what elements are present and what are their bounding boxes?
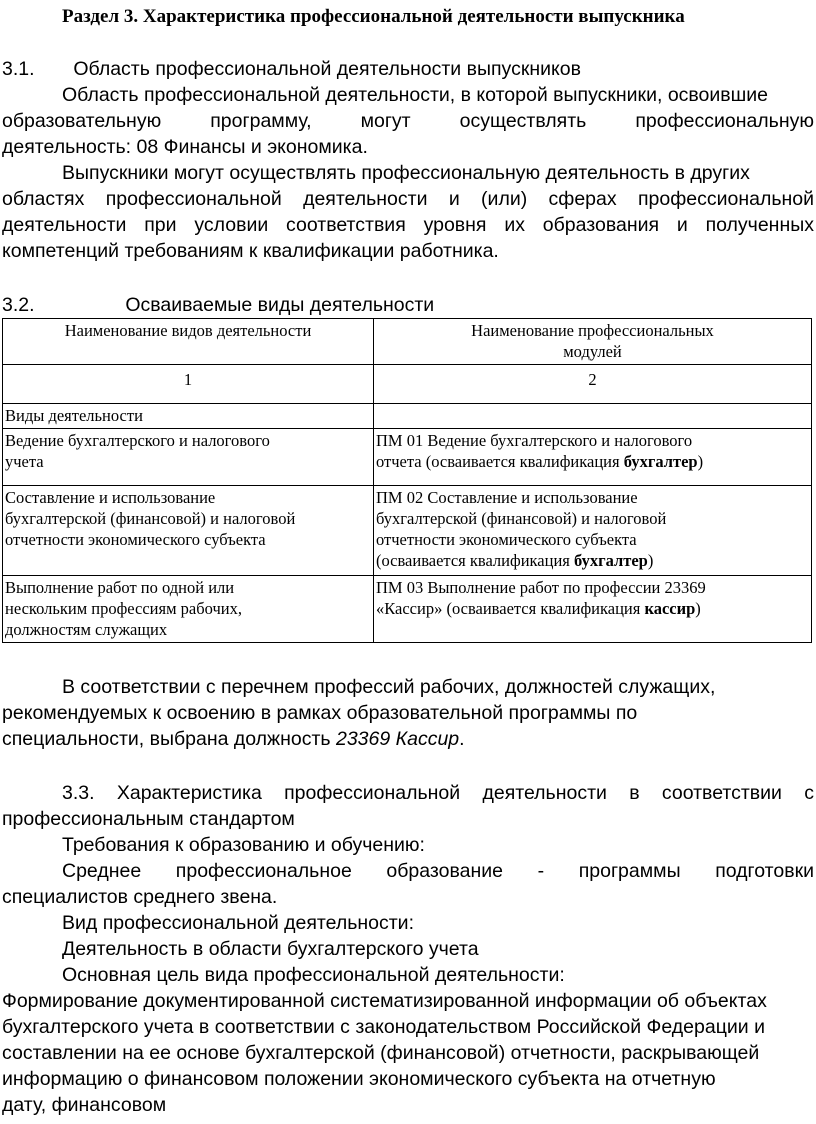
activities-table	[2, 318, 812, 643]
column-number-1: 1	[3, 365, 374, 404]
section-3-2-number: 3.2.	[2, 294, 35, 316]
paragraph-line: деятельность: 08 Финансы и экономика.	[2, 136, 368, 158]
table-row	[3, 576, 812, 643]
table-number-row	[3, 365, 812, 404]
paragraph-line: Среднее профессиональное образование - программы подготовки	[62, 860, 814, 882]
module-cell: ПМ 01 Ведение бухгалтерского и налогового отчета (осваивается квалификация бухгалтер)	[374, 429, 812, 486]
paragraph-line: рекомендуемых к освоению в рамках образовательной программы по	[2, 702, 638, 724]
paragraph-line: информацию о финансовом положении экономического субъекта на отчетную	[2, 1068, 716, 1090]
paragraph-line: Выпускники могут осуществлять профессиональную деятельность в других	[62, 162, 750, 184]
table-header-row	[3, 319, 812, 365]
goal-label: Основная цель вида профессиональной деятельности:	[62, 964, 565, 986]
section-title: Раздел 3. Характеристика профессиональной деятельности выпускника	[62, 6, 685, 27]
paragraph-line: В соответствии с перечнем профессий рабочих, должностей служащих,	[62, 676, 716, 698]
activity-cell: Ведение бухгалтерского и налогового учета	[3, 429, 374, 486]
section-3-2-heading	[2, 292, 434, 318]
paragraph-line: специалистов среднего звена.	[2, 886, 278, 908]
paragraph-line: компетенций требованиям к квалификации работника.	[2, 240, 499, 262]
table-row	[3, 429, 812, 486]
kind-label: Вид профессиональной деятельности:	[62, 912, 414, 934]
paragraph-line: профессиональным стандартом	[2, 808, 295, 830]
section-3-2-title: Осваиваемые виды деятельности	[125, 294, 435, 316]
group-label: Виды деятельности	[3, 404, 374, 429]
position-name: 23369 Кассир	[335, 728, 460, 750]
paragraph-line: дату, финансовом	[2, 1094, 167, 1116]
paragraph-line: Область профессиональной деятельности, в которой выпускники, освоившие	[62, 84, 769, 106]
section-3-1-heading	[2, 56, 581, 82]
paragraph-line: бухгалтерского учета в соответствии с законодательством Российской Федерации и	[2, 1016, 765, 1038]
table-group-row	[3, 404, 812, 429]
module-cell: ПМ 02 Составление и использование бухгалтерской (финансовой) и налоговой отчетности экономического субъекта (осваивается квалификация бухгалтер)	[374, 486, 812, 576]
paragraph-line: областях профессиональной деятельности и (или) сферах профессиональной	[2, 188, 814, 210]
paragraph-line: образовательную программу, могут осуществлять профессиональную	[2, 110, 814, 132]
section-3-1-title: Область профессиональной деятельности выпускников	[73, 58, 581, 80]
kind-value: Деятельность в области бухгалтерского учета	[62, 938, 479, 960]
table-row	[3, 486, 812, 576]
paragraph-line: специальности, выбрана должность 23369 Кассир.	[2, 728, 465, 750]
requirements-label: Требования к образованию и обучению:	[62, 834, 425, 856]
section-3-1-number: 3.1.	[2, 58, 35, 80]
empty-cell	[374, 404, 812, 429]
section-3-3-heading: 3.3. Характеристика профессиональной деятельности в соответствии с	[62, 782, 814, 804]
activity-cell: Выполнение работ по одной или нескольким профессиям рабочих, должностям служащих	[3, 576, 374, 643]
paragraph-line: составлении на ее основе бухгалтерской (финансовой) отчетности, раскрывающей	[2, 1042, 760, 1064]
column-number-2: 2	[374, 365, 812, 404]
header-modules: Наименование профессиональных модулей	[374, 319, 812, 365]
paragraph-line: Формирование документированной систематизированной информации об объектах	[2, 990, 767, 1012]
paragraph-line: деятельности при условии соответствия уровня их образования и полученных	[2, 214, 814, 236]
activity-cell: Составление и использование бухгалтерской (финансовой) и налоговой отчетности экономического субъекта	[3, 486, 374, 576]
module-cell: ПМ 03 Выполнение работ по профессии 23369 «Кассир» (осваивается квалификация кассир)	[374, 576, 812, 643]
header-activities: Наименование видов деятельности	[3, 319, 374, 365]
